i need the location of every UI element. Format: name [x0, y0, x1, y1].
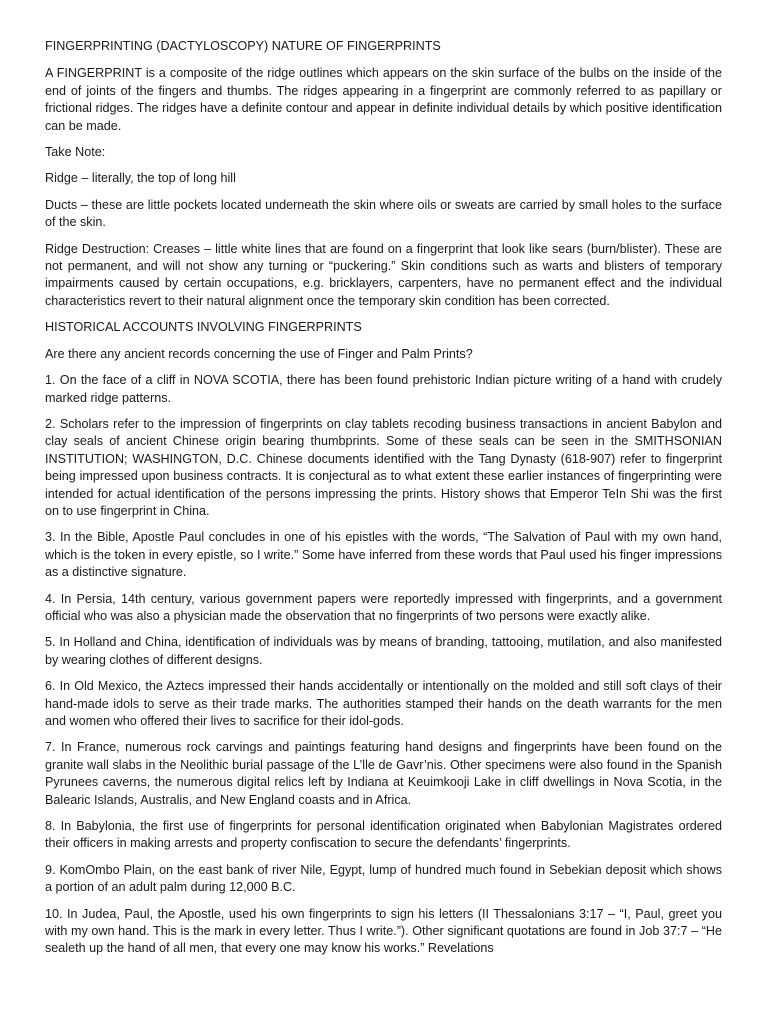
list-item: 4. In Persia, 14th century, various government papers were reportedly impressed with fingerprints, and a government official who was also a physician made the observation that no fingerprints of two persons were exactly alike. [45, 591, 722, 623]
ducts-definition: Ducts – these are little pockets located underneath the skin where oils or sweats are carried by small holes to the surface of the skin. [45, 197, 722, 230]
list-item: 10. In Judea, Paul, the Apostle, used his own fingerprints to sign his letters (II Thessalonians 3:17 – “I, Paul, greet you with my own hand. This is the mark in every letter. Thus I write.”). Other significant quotations are found in Job 37:7 – “He sealeth up the hand of all men, that every one may know his works.” Revelations [45, 906, 722, 956]
list-item: 5. In Holland and China, identification of individuals was by means of branding, tattooing, mutilation, and also manifested by wearing clothes of different designs. [45, 635, 722, 667]
ridge-destruction-paragraph: Ridge Destruction: Creases – little white lines that are found on a fingerprint that look like sears (burn/blister). These are not permanent, and will not show any turning or “puckering.” Skin conditions such as warts and blisters of temporary impairments caused by certain occupations, e.g. bricklayers, carpenters, have no permanent effect and the individual characteristics revert to their natural alignment once the temporary skin condition has been corrected. [45, 241, 722, 308]
list-item: 3. In the Bible, Apostle Paul concludes in one of his epistles with the words, “The Salvation of Paul with my own hand, which is the token in every epistle, so I write.” Some have inferred from these words that Paul used his finger impressions as a distinctive signature. [45, 530, 722, 580]
list-item: 9. KomOmbo Plain, on the east bank of river Nile, Egypt, lump of hundred much found in Sebekian deposit which shows a portion of an adult palm during 12,000 B.C. [45, 862, 722, 895]
list-item: 2. Scholars refer to the impression of fingerprints on clay tablets recoding business transactions in ancient Babylon and clay seals of ancient Chinese origin bearing thumbprints. Some of these seals can be seen in the SMITHSONIAN INSTITUTION; WASHINGTON, D.C. Chinese documents identified with the Tang Dynasty (618-907) refer to fingerprint being impressed upon business contracts. It is conjectural as to what extent these earlier instances of fingerprinting were intended for actual identification of the persons impressing the prints. History shows that Emperor TeIn Shi was the first on to use fingerprint in China. [45, 416, 722, 518]
document-title: FINGERPRINTING (DACTYLOSCOPY) NATURE OF FINGERPRINTS [45, 39, 441, 53]
intro-paragraph: A FINGERPRINT is a composite of the ridge outlines which appears on the skin surface of the bulbs on the inside of the end of joints of the fingers and thumbs. The ridges appearing in a fingerprint are commonly referred to as papillary or frictional ridges. The ridges have a definite contour and appear in definite individual details by which positive identification can be made. [45, 66, 722, 133]
list-item: 7. In France, numerous rock carvings and paintings featuring hand designs and fingerprints have been found on the granite wall slabs in the Neolithic burial passage of the L’lle de Gavr’nis. Other specimens were also found in the Spanish Pyrunees caverns, the numerous digital relics left by Indiana at Keuimkooji Lake in cliff dwellings in Nova Scotia, in the Balearic Islands, Australis, and New England coasts and in Africa. [45, 740, 722, 807]
list-item: 1. On the face of a cliff in NOVA SCOTIA, there has been found prehistoric Indian picture writing of a hand with crudely marked ridge patterns. [45, 373, 722, 405]
ridge-definition: Ridge – literally, the top of long hill [45, 171, 236, 186]
list-item: 6. In Old Mexico, the Aztecs impressed their hands accidentally or intentionally on the molded and still soft clays of their hand-made idols to serve as their trade marks. The authorities stamped their hands on the death warrants for the men and women who offered their lives to sacrifice for their idol-gods. [45, 679, 722, 728]
take-note-label: Take Note: [45, 145, 106, 160]
list-item: 8. In Babylonia, the first use of fingerprints for personal identification originated when Babylonian Magistrates ordered their officers in making arrests and property confiscation to secure the defendants’ fingerprints. [45, 819, 722, 851]
section-heading: HISTORICAL ACCOUNTS INVOLVING FINGERPRINTS [45, 320, 362, 335]
question-paragraph: Are there any ancient records concerning the use of Finger and Palm Prints? [45, 346, 473, 361]
